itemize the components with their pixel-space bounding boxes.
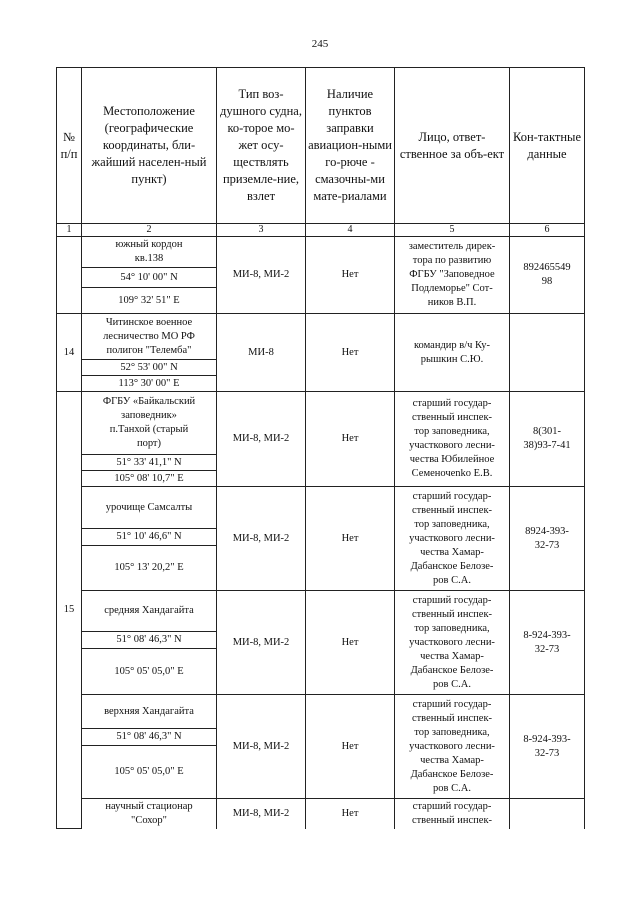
contact-data: 8(301- 38)93-7-41 xyxy=(510,392,585,487)
location-name: научный стационар "Сохор" xyxy=(82,799,217,829)
contact-data: 8924-393- 32-73 xyxy=(510,487,585,591)
longitude: 105° 08' 10,7" E xyxy=(82,471,217,487)
longitude: 105° 05' 05,0" E xyxy=(82,746,217,799)
fuel-availability: Нет xyxy=(306,314,395,392)
aircraft-type: МИ-8 xyxy=(217,314,306,392)
contact-data: 892465549 98 xyxy=(510,237,585,314)
header-row xyxy=(57,68,585,224)
latitude: 52° 53' 00" N xyxy=(82,360,217,376)
location-name: верхняя Хандагайта xyxy=(82,695,217,729)
latitude: 51° 10' 46,6" N xyxy=(82,529,217,546)
contact-data: 8-924-393- 32-73 xyxy=(510,695,585,799)
responsible-person: старший государ- ственный инспек- тор заповедника, участкового лесни- чества Хамар- Дабанское Белозе- ров С.А. xyxy=(395,591,510,695)
column-index: 1 xyxy=(57,224,82,237)
aircraft-type: МИ-8, МИ-2 xyxy=(217,695,306,799)
fuel-availability: Нет xyxy=(306,237,395,314)
aircraft-type: МИ-8, МИ-2 xyxy=(217,487,306,591)
airfield-table xyxy=(56,67,585,829)
responsible-person: командир в/ч Ку- рышкин С.Ю. xyxy=(395,314,510,392)
table-row xyxy=(57,487,585,529)
responsible-person: старший государ- ственный инспек- xyxy=(395,799,510,829)
row-number xyxy=(57,237,82,314)
column-index: 6 xyxy=(510,224,585,237)
longitude: 105° 05' 05,0" E xyxy=(82,649,217,695)
latitude: 51° 08' 46,3" N xyxy=(82,729,217,746)
aircraft-type: МИ-8, МИ-2 xyxy=(217,392,306,487)
contact-data: 8-924-393- 32-73 xyxy=(510,591,585,695)
fuel-availability: Нет xyxy=(306,392,395,487)
header-contacts: Кон-тактные данные xyxy=(510,68,585,224)
table-row xyxy=(57,695,585,729)
table-row xyxy=(57,799,585,829)
location-name: Читинское военное лесничество МО РФ полигон "Телемба" xyxy=(82,314,217,360)
longitude: 105° 13' 20,2" E xyxy=(82,546,217,591)
column-index: 5 xyxy=(395,224,510,237)
column-index-row xyxy=(57,224,585,237)
location-name: урочище Самсалты xyxy=(82,487,217,529)
table-row xyxy=(57,237,585,268)
aircraft-type: МИ-8, МИ-2 xyxy=(217,237,306,314)
latitude: 51° 33' 41,1" N xyxy=(82,455,217,471)
fuel-availability: Нет xyxy=(306,695,395,799)
fuel-availability: Нет xyxy=(306,591,395,695)
responsible-person: старший государ- ственный инспек- тор заповедника, участкового лесни- чества Юбилейное Семеночenko Е.В. xyxy=(395,392,510,487)
fuel-availability: Нет xyxy=(306,487,395,591)
longitude: 113° 30' 00" E xyxy=(82,376,217,392)
header-aircraft: Тип воз-душного судна, ко-торое мо-жет осу-ществлять приземле-ние, взлет xyxy=(217,68,306,224)
longitude: 109° 32' 51" E xyxy=(82,288,217,314)
row-number: 14 xyxy=(57,314,82,392)
table-row xyxy=(57,392,585,455)
location-name: южный кордон кв.138 xyxy=(82,237,217,268)
header-fuel: Наличие пунктов заправки авиацион-ными го-рюче - смазочны-ми мате-риалами xyxy=(306,68,395,224)
header-location: Местоположение (географические координаты, бли-жайший населен-ный пункт) xyxy=(82,68,217,224)
contact-data xyxy=(510,314,585,392)
table-row xyxy=(57,314,585,360)
latitude: 54° 10' 00" N xyxy=(82,268,217,288)
latitude: 51° 08' 46,3" N xyxy=(82,632,217,649)
responsible-person: старший государ- ственный инспек- тор заповедника, участкового лесни- чества Хамар- Дабанское Белозе- ров С.А. xyxy=(395,487,510,591)
fuel-availability: Нет xyxy=(306,799,395,829)
row-number: 15 xyxy=(57,392,82,829)
column-index: 4 xyxy=(306,224,395,237)
contact-data xyxy=(510,799,585,829)
column-index: 2 xyxy=(82,224,217,237)
aircraft-type: МИ-8, МИ-2 xyxy=(217,799,306,829)
page-number: 245 xyxy=(311,38,329,50)
location-name: ФГБУ «Байкальский заповедник» п.Танхой (старый порт) xyxy=(82,392,217,455)
column-index: 3 xyxy=(217,224,306,237)
responsible-person: старший государ- ственный инспек- тор заповедника, участкового лесни- чества Хамар- Дабанское Белозе- ров С.А. xyxy=(395,695,510,799)
header-num: № п/п xyxy=(57,68,82,224)
header-person: Лицо, ответ-ственное за объ-ект xyxy=(395,68,510,224)
location-name: средняя Хандагайта xyxy=(82,591,217,632)
table-row xyxy=(57,591,585,632)
aircraft-type: МИ-8, МИ-2 xyxy=(217,591,306,695)
responsible-person: заместитель дирек- тора по развитию ФГБУ "Заповедное Подлеморье" Сот- ников В.П. xyxy=(395,237,510,314)
